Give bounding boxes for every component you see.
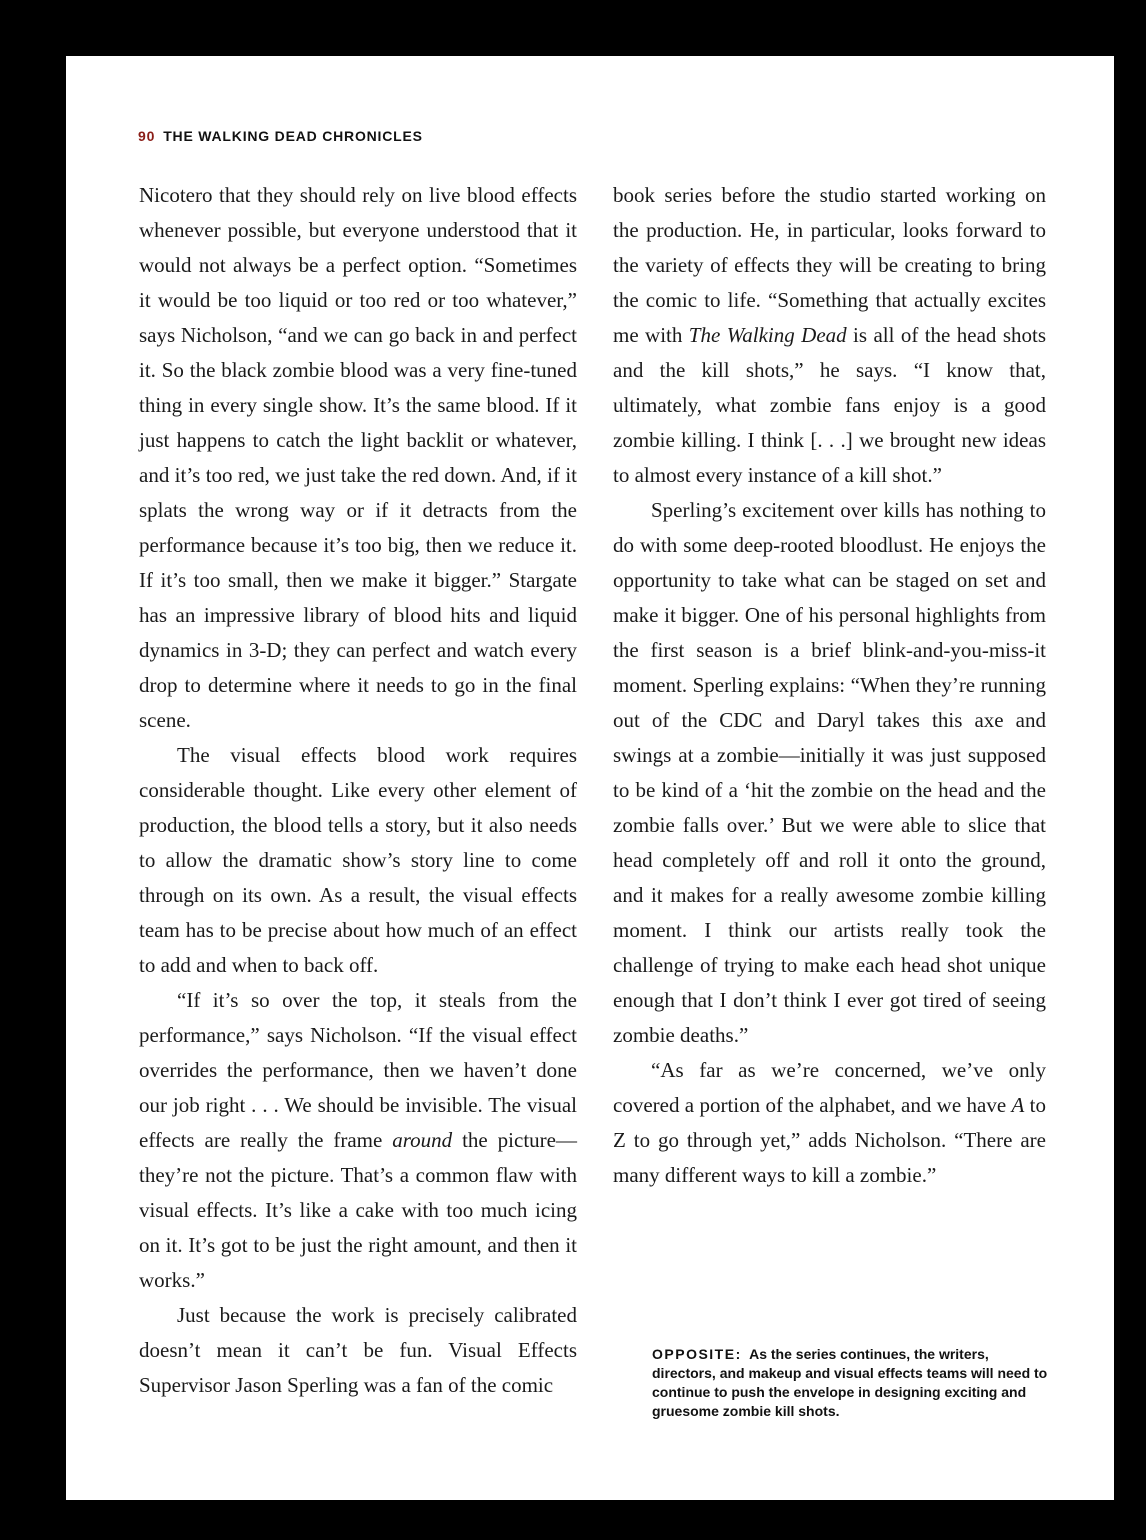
paragraph bbox=[613, 178, 1046, 493]
italic-title: The Walking Dead bbox=[688, 323, 847, 347]
italic-text: around bbox=[392, 1128, 453, 1152]
text-run: the picture—they’re not the picture. That’s a common flaw with visual effects. It’s like a cake with too much icing on it. It’s got to be just the right amount, and then it works.” bbox=[139, 1128, 577, 1292]
book-title: THE WALKING DEAD CHRONICLES bbox=[163, 128, 423, 144]
right-column bbox=[613, 178, 1046, 1193]
book-page bbox=[66, 56, 1114, 1500]
caption-text: As the series continues, the writers, directors, and makeup and visual effects teams will need to continue to push the envelope in designing exciting and gruesome zombie kill shots. bbox=[652, 1346, 1048, 1419]
paragraph: Sperling’s excitement over kills has nothing to do with some deep-rooted bloodlust. He enjoys the opportunity to take what can be staged on set and make it bigger. One of his personal highlights from the first season is a brief blink-and-you-miss-it moment. Sperling explains: “When they’re running out of the CDC and Daryl takes this axe and swings at a zombie—initially it was just supposed to be kind of a ‘hit the zombie on the head and the zombie falls over.’ But we were able to slice that head completely off and roll it onto the ground, and it makes for a really awesome zombie killing moment. I think our artists really took the challenge of trying to make each head shot unique enough that I don’t think I ever got tired of seeing zombie deaths.” bbox=[613, 498, 1046, 1047]
text-run: book series before the studio started working on the production. He, in particular, looks forward to the variety of effects they will be creating to bring the comic to life. “Something that actually excites me with bbox=[613, 183, 1046, 347]
paragraph: The visual effects blood work requires considerable thought. Like every other element of production, the blood tells a story, but it also needs to allow the dramatic show’s story line to come through on its own. As a result, the visual effects team has to be precise about how much of an effect to add and when to back off. bbox=[139, 743, 577, 977]
text-run: is all of the head shots and the kill shots,” he says. “I know that, ultimately, what zombie fans enjoy is a good zombie killing. I think [. . .] we brought new ideas to almost every instance of a kill shot.” bbox=[613, 323, 1046, 487]
paragraph: Just because the work is precisely calibrated doesn’t mean it can’t be fun. Visual Effects Supervisor Jason Sperling was a fan of the comic bbox=[139, 1303, 577, 1397]
text-run: to Z to go through yet,” adds Nicholson. “There are many different ways to kill a zombie.” bbox=[613, 1093, 1046, 1187]
text-run: “As far as we’re concerned, we’ve only covered a portion of the alphabet, and we have bbox=[613, 1058, 1046, 1117]
running-header bbox=[138, 128, 423, 144]
paragraph bbox=[139, 983, 577, 1298]
paragraph: Nicotero that they should rely on live blood effects whenever possible, but everyone understood that it would not always be a perfect option. “Sometimes it would be too liquid or too red or too whatever,” says Nicholson, “and we can go back in and perfect it. So the black zombie blood was a very fine-tuned thing in every single show. It’s the same blood. If it just happens to catch the light backlit or whatever, and it’s too red, we just take the red down. And, if it splats the wrong way or if it detracts from the performance because it’s too big, then we reduce it. If it’s too small, then we make it bigger.” Stargate has an impressive library of blood hits and liquid dynamics in 3-D; they can perfect and watch every drop to determine where it needs to go in the final scene. bbox=[139, 183, 577, 732]
left-column bbox=[139, 178, 577, 1403]
italic-letter: A bbox=[1011, 1093, 1025, 1117]
caption-lead: OPPOSITE: bbox=[652, 1346, 742, 1362]
paragraph bbox=[613, 1053, 1046, 1193]
text-run: “If it’s so over the top, it steals from the performance,” says Nicholson. “If the visual effect overrides the performance, then we haven’t done our job right . . . We should be invisible. The visual effects are really the frame bbox=[139, 988, 577, 1152]
photo-caption bbox=[652, 1345, 1052, 1421]
page-number: 90 bbox=[138, 128, 156, 144]
